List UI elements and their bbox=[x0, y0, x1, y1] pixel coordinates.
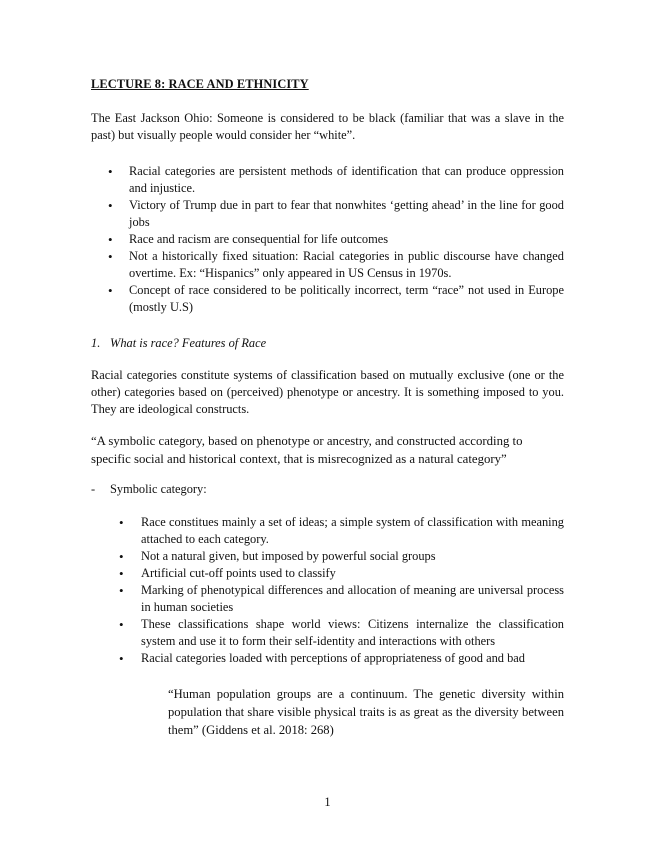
list-item: • Not a natural given, but imposed by powerful social groups bbox=[101, 548, 564, 565]
section-paragraph: Racial categories constitute systems of classification based on mutually exclusive (one or the other) categories based on (perceived) phenotype or ancestry. It is something imposed to you. They are ideological constructs. bbox=[91, 368, 564, 416]
page-number: 1 bbox=[324, 795, 331, 809]
intro-bullet-list bbox=[91, 163, 564, 316]
list-item: • Concept of race considered to be politically incorrect, term “race” not used in Europe (mostly U.S) bbox=[91, 282, 564, 316]
list-item: • Marking of phenotypical differences and allocation of meaning are universal process in human societies bbox=[101, 582, 564, 616]
intro-paragraph: The East Jackson Ohio: Someone is considered to be black (familiar that was a slave in the past) but visually people would consider her “white”. bbox=[91, 111, 564, 142]
list-item: • Not a historically fixed situation: Racial categories in public discourse have changed overtime. Ex: “Hispanics” only appeared in US Census in 1970s. bbox=[91, 248, 564, 282]
list-item: • These classifications shape world views: Citizens internalize the classification system and use it to form their self-identity and interactions with others bbox=[101, 616, 564, 650]
dash-item-label: Symbolic category: bbox=[110, 482, 207, 496]
section-heading bbox=[91, 335, 266, 352]
list-item: • Racial categories loaded with perceptions of appropriateness of good and bad bbox=[101, 650, 564, 667]
dash-marker: - bbox=[91, 482, 96, 496]
dash-item bbox=[91, 481, 207, 498]
list-item: • Victory of Trump due in part to fear that nonwhites ‘getting ahead’ in the line for good jobs bbox=[91, 197, 564, 231]
list-item: • Artificial cut-off points used to classify bbox=[101, 565, 564, 582]
section-title: What is race? Features of Race bbox=[110, 336, 267, 350]
list-item: • Racial categories are persistent methods of identification that can produce oppression and injustice. bbox=[91, 163, 564, 197]
block-quote: “Human population groups are a continuum. The genetic diversity within population that share visible physical traits is as great as the diversity between them” (Giddens et al. 2018: 268) bbox=[168, 687, 564, 737]
symbolic-bullet-list bbox=[101, 514, 564, 667]
list-item: • Race constitues mainly a set of ideas; a simple system of classification with meaning attached to each category. bbox=[101, 514, 564, 548]
lecture-title: LECTURE 8: RACE AND ETHNICITY bbox=[91, 77, 309, 91]
definition-quote: “A symbolic category, based on phenotype or ancestry, and constructed according to specific social and historical context, that is misrecognized as a natural category” bbox=[91, 434, 523, 466]
section-number: 1. bbox=[91, 336, 101, 350]
list-item: • Race and racism are consequential for life outcomes bbox=[91, 231, 564, 248]
